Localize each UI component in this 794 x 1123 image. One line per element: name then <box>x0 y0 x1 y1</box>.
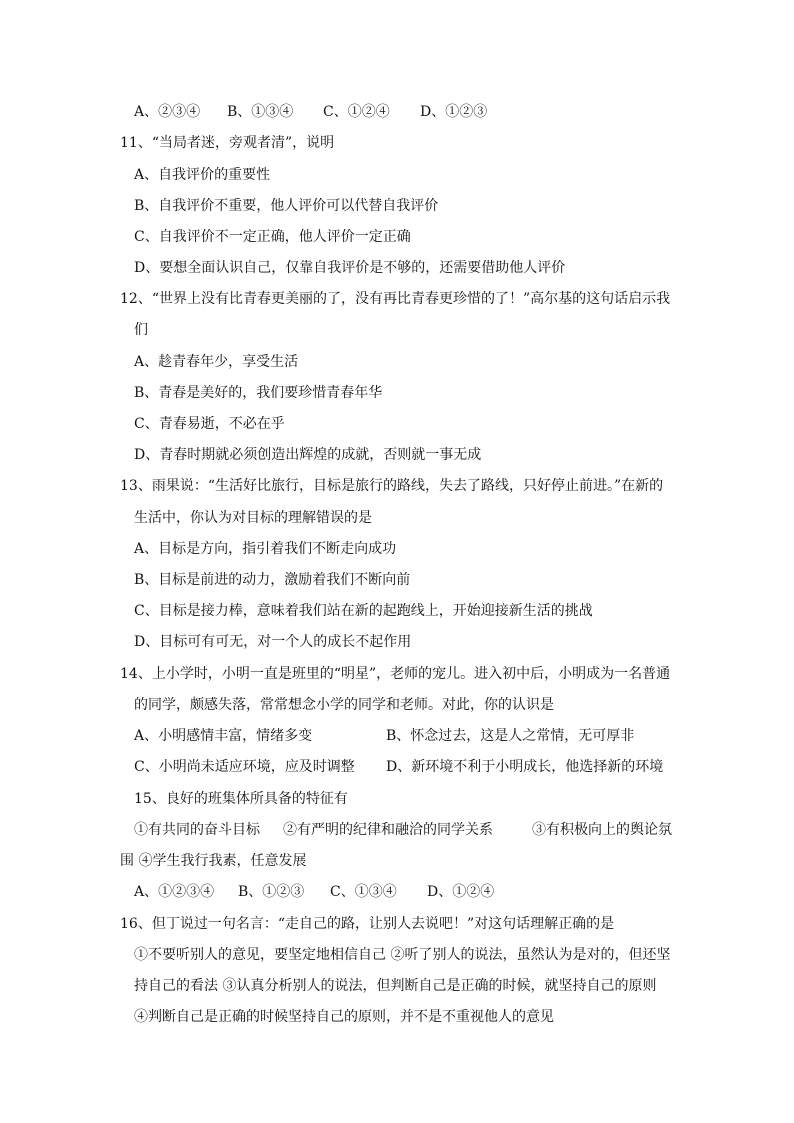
q14-option-c: C、小明尚未适应环境，应及时调整 <box>134 759 355 775</box>
q11-option-b: B、自我评价不重要，他人评价可以代替自我评价 <box>134 198 439 214</box>
q12-stem-line2: 们 <box>134 322 148 338</box>
q13-option-d: D、目标可有可无，对一个人的成长不起作用 <box>134 634 412 650</box>
q11-option-d: D、要想全面认识自己，仅靠自我评价是不够的，还需要借助他人评价 <box>134 260 566 276</box>
q13-option-a: A、目标是方向，指引着我们不断走向成功 <box>134 541 397 557</box>
q14-option-a: A、小明感情丰富，情绪多变 <box>134 728 313 744</box>
q11-option-a: A、自我评价的重要性 <box>134 167 271 183</box>
q15-option-d: D、①②④ <box>427 884 495 900</box>
q10-option-c: C、①②④ <box>323 104 390 120</box>
q11-stem: 11、“当局者迷，旁观者清”，说明 <box>120 135 335 151</box>
q12-option-c: C、青春易逝，不必在乎 <box>134 416 285 432</box>
q14-option-d: D、新环境不利于小明成长，他选择新的环境 <box>386 759 664 775</box>
q14-stem-line1: 14、上小学时，小明一直是班里的“明星”，老师的宠儿。进入初中后，小明成为一名普通 <box>120 666 671 682</box>
q15-item-2: ②有严明的纪律和融洽的同学关系 <box>283 822 493 838</box>
q16-line3: ④判断自己是正确的时候坚持自己的原则，并不是不重视他人的意见 <box>134 1009 554 1025</box>
q14-option-b: B、怀念过去，这是人之常情，无可厚非 <box>386 728 635 744</box>
q13-option-c: C、目标是接力棒，意味着我们站在新的起跑线上，开始迎接新生活的挑战 <box>134 603 593 619</box>
q16-stem: 16、但丁说过一句名言：“走自己的路，让别人去说吧！”对这句话理解正确的是 <box>120 916 615 932</box>
q10-option-d: D、①②③ <box>420 104 488 120</box>
q16-line2: 持自己的看法 ③认真分析别人的说法，但判断自己是正确的时候，就坚持自己的原则 <box>134 978 657 994</box>
q10-option-a: A、②③④ <box>134 104 201 120</box>
q13-stem-line1: 13、雨果说：“生活好比旅行，目标是旅行的路线，失去了路线，只好停止前进。”在新的 <box>120 478 664 494</box>
q15-option-a: A、①②③④ <box>134 884 215 900</box>
q10-option-b: B、①③④ <box>227 104 294 120</box>
q15-items-line2: 围 ④学生我行我素，任意发展 <box>120 853 307 869</box>
q11-option-c: C、自我评价不一定正确，他人评价一定正确 <box>134 229 411 245</box>
q13-option-b: B、目标是前进的动力，激励着我们不断向前 <box>134 572 411 588</box>
q15-option-c: C、①③④ <box>330 884 397 900</box>
q15-option-b: B、①②③ <box>238 884 305 900</box>
q15-stem: 15、良好的班集体所具备的特征有 <box>134 791 348 807</box>
q15-item-3: ③有积极向上的舆论氛 <box>532 822 672 838</box>
q12-stem-line1: 12、“世界上没有比青春更美丽的了，没有再比青春更珍惜的了！”高尔基的这句话启示我 <box>120 291 671 307</box>
q12-option-a: A、趁青春年少，享受生活 <box>134 354 299 370</box>
q14-stem-line2: 的同学，颇感失落，常常想念小学的同学和老师。对此，你的认识是 <box>134 697 554 713</box>
q16-line1: ①不要听别人的意见，要坚定地相信自己 ②听了别人的说法，虽然认为是对的，但还坚 <box>134 947 671 963</box>
q15-item-1: ①有共同的奋斗目标 <box>134 822 260 838</box>
q13-stem-line2: 生活中，你认为对目标的理解错误的是 <box>134 510 372 526</box>
q12-option-b: B、青春是美好的，我们要珍惜青春年华 <box>134 385 383 401</box>
q12-option-d: D、青春时期就必须创造出辉煌的成就，否则就一事无成 <box>134 447 482 463</box>
